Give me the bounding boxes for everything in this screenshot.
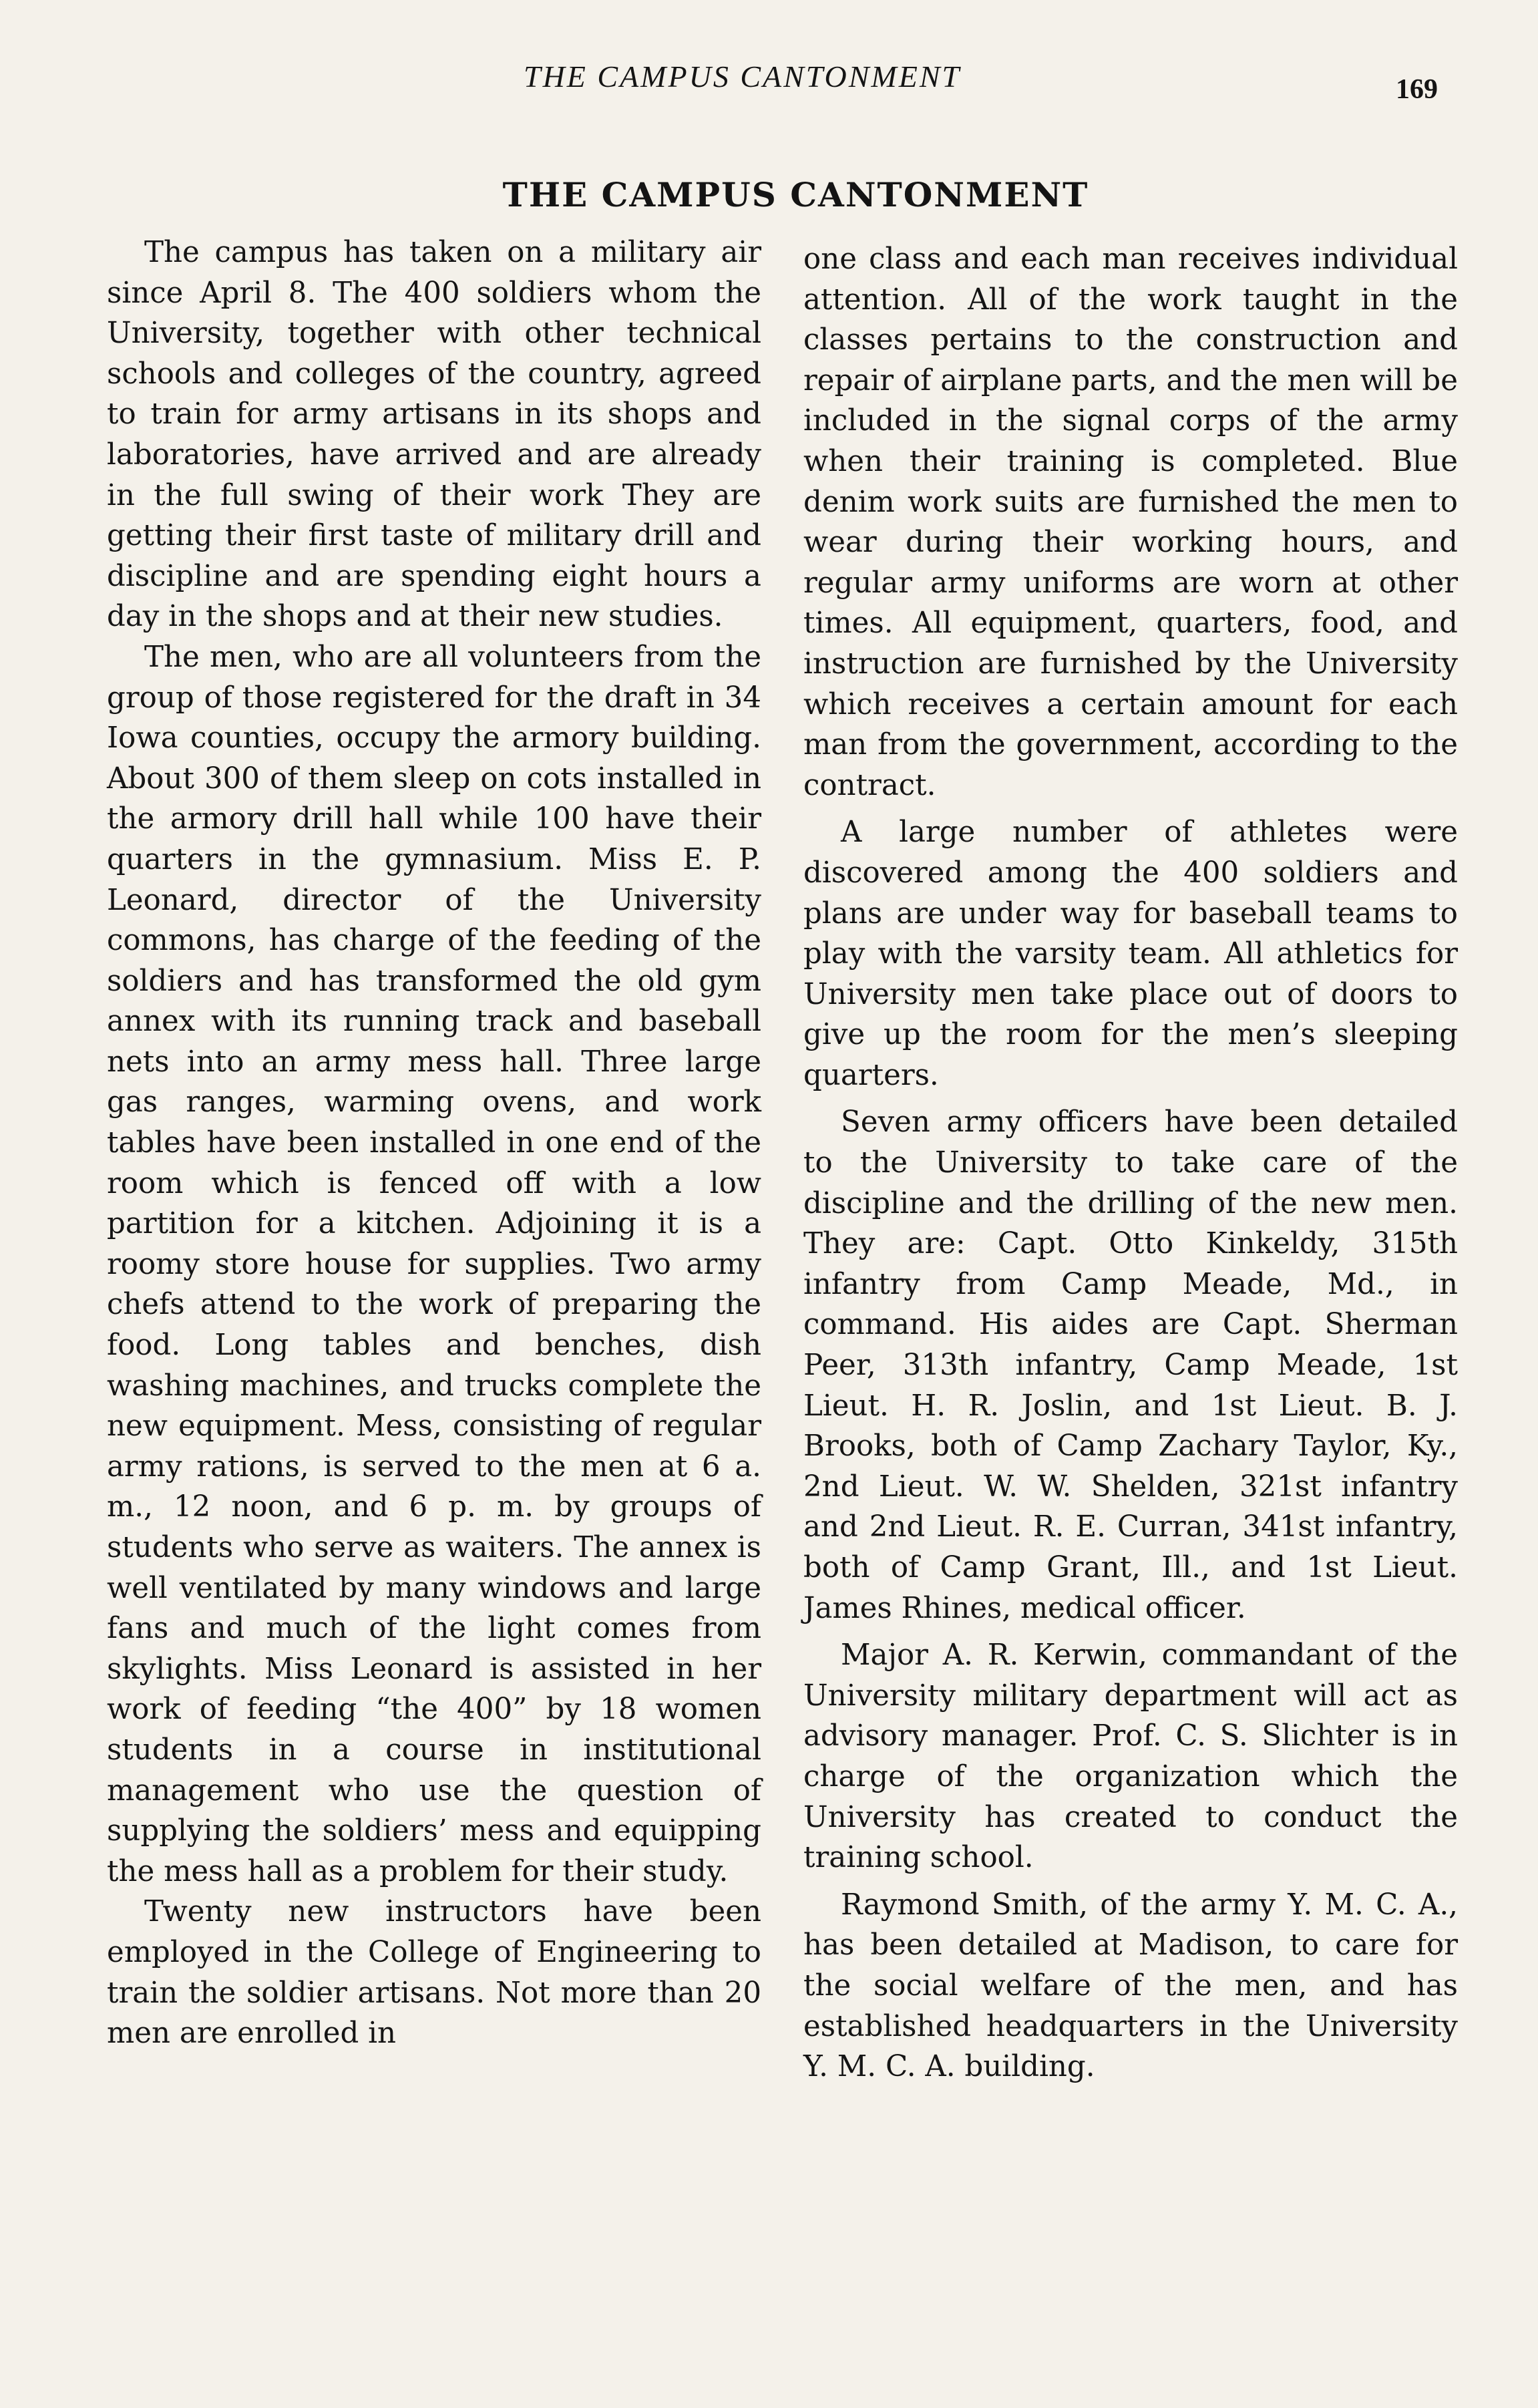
- article-title: THE CAMPUS CANTONMENT: [502, 175, 1089, 214]
- left-column: [107, 232, 761, 2054]
- paragraph: A large number of athletes were discovered among the 400 soldiers and plans are under way for baseball teams to play with the varsity team. All athletics for University men take place out of doors to give up the room for the men’s sleeping quarters.: [803, 816, 1458, 1092]
- running-header: [0, 59, 1538, 105]
- paragraph: The men, who are all volunteers from the group of those registered for the draft in 34 Iowa counties, occupy the armory building. About 300 of them sleep on cots installed in the armory drill hall while 100 have their quarters in the gymnasium. Miss E. P. Leonard, director of the University commons, has charge of the feeding of the soldiers and has transformed the old gym annex with its running track and baseball nets into an army mess hall. Three large gas ranges, warming ovens, and work tables have been installed in one end of the room which is fenced off with a low partition for a kitchen. Adjoining it is a roomy store house for supplies. Two army chefs attend to the work of preparing the food. Long tables and benches, dish washing machines, and trucks complete the new equipment. Mess, consisting of regular army rations, is served to the men at 6 a. m., 12 noon, and 6 p. m. by groups of students who serve as waiters. The annex is well ventilated by many windows and large fans and much of the light comes from skylights. Miss Leonard is assisted in her work of feeding “the 400” by 18 women students in a course in institutional management who use the question of supplying the soldiers’ mess and equipping the mess hall as a problem for their study.: [107, 640, 761, 1888]
- paragraph: Seven army officers have been detailed to the University to take care of the discipline and the drilling of the new men. They are: Capt. Otto Kinkeldy, 315th infantry from Camp Meade, Md., in command. His aides are Capt. Sherman Peer, 313th infantry, Camp Meade, 1st Lieut. H. R. Joslin, and 1st Lieut. B. J. Brooks, both of Camp Zachary Taylor, Ky., 2nd Lieut. W. W. Shelden, 321st infantry and 2nd Lieut. R. E. Curran, 341st infantry, both of Camp Grant, Ill., and 1st Lieut. James Rhines, medical officer.: [803, 1105, 1458, 1625]
- paragraph-continued: one class and each man receives individual attention. All of the work taught in the classes pertains to the construction and repair of airplane parts, and the men will be included in the signal corps of the army when their training is completed. Blue denim work suits are furnished the men to wear during their working hours, and regular army uniforms are worn at other times. All equipment, quarters, food, and instruction are furnished by the University which receives a certain amount for each man from the government, according to the contract.: [803, 242, 1458, 802]
- paragraph: The campus has taken on a military air since April 8. The 400 soldiers whom the University, together with other technical schools and colleges of the country, agreed to train for army artisans in its shops and laboratories, have arrived and are already in the full swing of their work They are getting their first taste of military drill and discipline and are spending eight hours a day in the shops and at their new studies.: [107, 236, 761, 634]
- page-number: 169: [1396, 74, 1438, 105]
- running-title: THE CAMPUS CANTONMENT: [524, 59, 962, 94]
- paragraph: Major A. R. Kerwin, commandant of the University military department will act as advisory manager. Prof. C. S. Slichter is in charge of the organization which the University has created to conduct the training school.: [803, 1639, 1458, 1875]
- right-column: [803, 239, 1458, 2087]
- paragraph: Raymond Smith, of the army Y. M. C. A., has been detailed at Madison, to care for the social welfare of the men, and has established headquarters in the University Y. M. C. A. building.: [803, 1888, 1458, 2084]
- paragraph: Twenty new instructors have been employed in the College of Engineering to train the soldier artisans. Not more than 20 men are enrolled in: [107, 1895, 761, 2051]
